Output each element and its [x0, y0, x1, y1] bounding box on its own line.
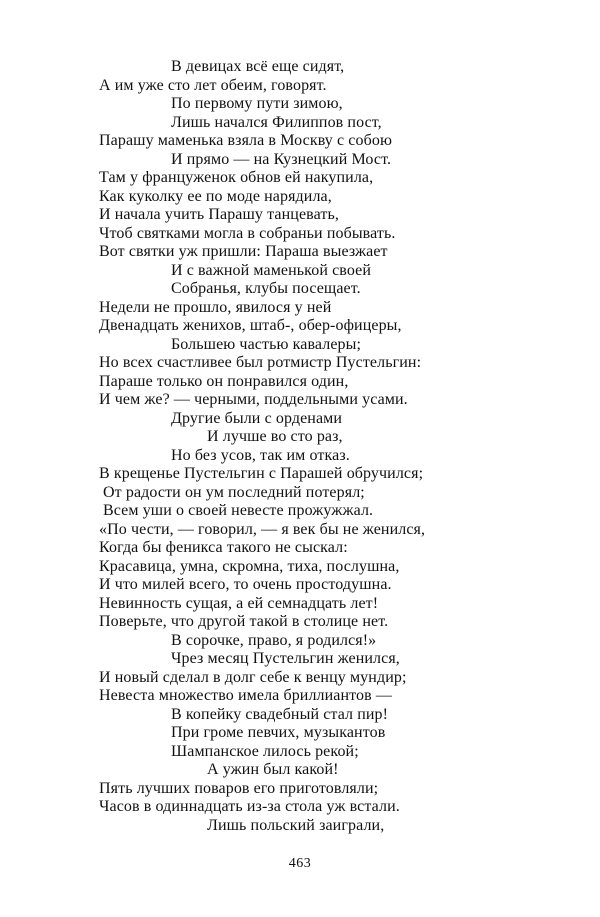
poem-line: Шампанское лилось рекой;: [171, 742, 359, 760]
poem-line: А ужин был какой!: [207, 761, 339, 778]
poem-line: Вот святки уж пришли: Параша выезжает: [99, 243, 388, 260]
poem-line: Двенадцать женихов, штаб-, обер-офицеры,: [99, 317, 402, 334]
poem-line: Как куколку ее по моде нарядила,: [99, 187, 332, 205]
poem-line: Невеста множество имела бриллиантов —: [99, 687, 392, 704]
poem-line: И с важной маменькой своей: [171, 261, 372, 279]
poem-line: От радости он ум последний потерял;: [103, 483, 365, 501]
poem-line: Всем уши о своей невесте прожужжал.: [103, 502, 374, 519]
poem-line: Лишь начался Филиппов пост,: [171, 113, 382, 131]
poem-line: Там у француженок обнов ей накупила,: [99, 169, 374, 186]
poem-line: Большею частью кавалеры;: [171, 335, 362, 353]
poem-line: И новый сделал в долг себе к венцу мундир;: [99, 668, 407, 686]
poem-line: И начала учить Парашу танцевать,: [99, 206, 339, 223]
poem-line: И чем же? — черными, поддельными усами.: [99, 391, 408, 408]
poem-line: Невинность сущая, а ей семнадцать лет!: [99, 594, 379, 612]
poem-text: [99, 58, 519, 835]
poem-line: «По чести, — говорил, — я век бы не женился,: [99, 520, 426, 538]
poem-line: И лучше во сто раз,: [207, 428, 343, 445]
poem-line: И что милей всего, то очень простодушна.: [99, 576, 392, 593]
poem-line: В сорочке, право, я родился!»: [171, 631, 377, 649]
poem-line: Но всех счастливее был ротмистр Пустельгин:: [99, 354, 422, 371]
poem-line: Часов в одиннадцать из-за стола уж встали.: [99, 798, 400, 815]
poem-line: Поверьте, что другой такой в столице нет.: [99, 613, 389, 630]
poem-line: И прямо — на Кузнецкий Мост.: [171, 150, 392, 168]
poem-line: Чрез месяц Пустельгин женился,: [171, 650, 400, 667]
poem-line: А им уже сто лет обеим, говорят.: [99, 76, 327, 94]
poem-line: В крещенье Пустельгин с Парашей обручился;: [99, 465, 424, 482]
poem-line: Лишь польский заиграли,: [207, 816, 385, 834]
poem-line: В девицах всё еще сидят,: [171, 58, 345, 75]
poem-line: Другие были с орденами: [171, 409, 343, 427]
poem-line: При громе певчих, музыкантов: [171, 724, 386, 741]
poem-line: В копейку свадебный стал пир!: [171, 705, 389, 723]
poem-line: Недели не прошло, явилося у ней: [99, 298, 332, 316]
poem-line: Парашу маменька взяла в Москву с собою: [99, 132, 392, 149]
poem-line: Но без усов, так им отказ.: [171, 446, 350, 464]
poem-line: Параше только он понравился один,: [99, 372, 349, 390]
page-number: 463: [288, 856, 312, 871]
poem-line: Собранья, клубы посещает.: [171, 280, 361, 297]
poem-line: Красавица, умна, скромна, тиха, послушна,: [99, 557, 400, 575]
poem-line: Чтоб святками могла в собраньи побывать.: [99, 224, 396, 242]
poem-line: Пять лучших поваров его приготовляли;: [99, 779, 379, 797]
poem-line: По первому пути зимою,: [171, 95, 343, 112]
poem-line: Когда бы феникса такого не сыскал:: [99, 539, 348, 556]
